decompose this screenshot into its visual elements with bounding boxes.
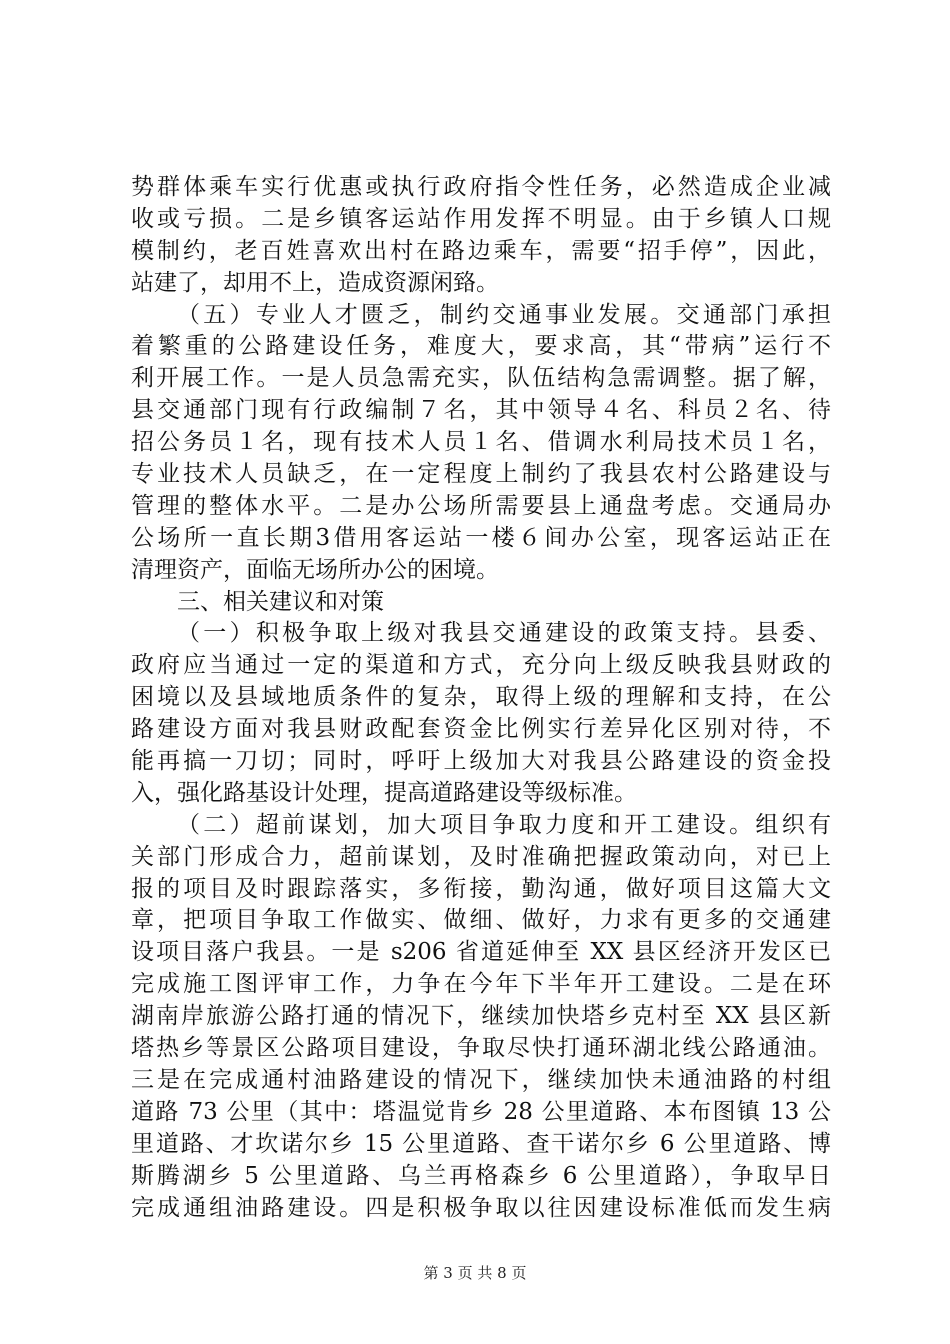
text-line: 清理资产，面临无场所办公的困境。 (131, 556, 499, 583)
text-line: 塔热乡等景区公路项目建设，争取尽快打通环湖北线公路通油。 (131, 1035, 831, 1062)
text-line: 路建设方面对我县财政配套资金比例实行差异化区别对待，不 (131, 716, 831, 743)
text-line: 管理的整体水平。二是办公场所需要县上通盘考虑。交通局办 (131, 492, 831, 519)
text-line: 入，强化路基设计处理，提高道路建设等级标准。 (131, 779, 637, 806)
text-line: 能再搞一刀切；同时，呼吁上级加大对我县公路建设的资金投 (131, 748, 831, 775)
text-line: 完成施工图评审工作，力争在今年下半年开工建设。二是在环 (131, 971, 831, 998)
text-line: 章，把项目争取工作做实、做细、做好，力求有更多的交通建 (131, 907, 831, 934)
text-line: 三、相关建议和对策 (177, 588, 384, 615)
text-line: （五）专业人才匮乏，制约交通事业发展。交通部门承担 (177, 301, 831, 328)
text-line: 斯腾湖乡 5 公里道路、乌兰再格森乡 6 公里道路），争取早日 (131, 1162, 831, 1189)
text-line: （二）超前谋划，加大项目争取力度和开工建设。组织有 (177, 811, 831, 838)
text-line: 县交通部门现有行政编制７名，其中领导４名、科员２名、待 (131, 397, 831, 424)
text-line: 设项目落户我县。一是 s206 省道延伸至 XX 县区经济开发区已 (131, 939, 831, 966)
text-line: 着繁重的公路建设任务，难度大，要求高，其“带病”运行不 (131, 333, 831, 360)
text-line: （一）积极争取上级对我县交通建设的政策支持。县委、 (177, 620, 831, 647)
text-line: 招公务员１名，现有技术人员１名、借调水利局技术员１名， (131, 429, 831, 456)
text-line: 报的项目及时跟踪落实，多衔接，勤沟通，做好项目这篇大文 (131, 875, 831, 902)
page-footer: 第 3 页 共 8 页 (423, 1264, 527, 1282)
text-line: 道路 73 公里（其中：塔温觉肯乡 28 公里道路、本布图镇 13 公 (131, 1098, 831, 1125)
text-line: 公场所一直长期3借用客运站一楼６间办公室，现客运站正在 (131, 524, 831, 551)
text-line: 政府应当通过一定的渠道和方式，充分向上级反映我县财政的 (131, 652, 831, 679)
document-body (131, 172, 831, 1224)
text-line: 三是在完成通村油路建设的情况下，继续加快未通油路的村组 (131, 1066, 831, 1093)
text-line: 站建了，却用不上，造成资源闲臵。 (131, 269, 499, 296)
text-line: 模制约，老百姓喜欢出村在路边乘车，需要“招手停”，因此， (131, 237, 831, 264)
text-line: 完成通组油路建设。四是积极争取以往因建设标准低而发生病 (131, 1194, 831, 1221)
text-line: 关部门形成合力，超前谋划，及时准确把握政策动向，对已上 (131, 843, 831, 870)
text-line: 专业技术人员缺乏，在一定程度上制约了我县农村公路建设与 (131, 461, 831, 488)
text-line: 收或亏损。二是乡镇客运站作用发挥不明显。由于乡镇人口规 (131, 205, 831, 232)
text-line: 利开展工作。一是人员急需充实，队伍结构急需调整。据了解， (131, 365, 831, 392)
text-line: 里道路、才坎诺尔乡 15 公里道路、查干诺尔乡 6 公里道路、博 (131, 1130, 831, 1157)
text-line: 困境以及县域地质条件的复杂，取得上级的理解和支持，在公 (131, 684, 831, 711)
text-line: 势群体乘车实行优惠或执行政府指令性任务，必然造成企业减 (131, 174, 831, 200)
text-line: 湖南岸旅游公路打通的情况下，继续加快塔乡克村至 XX 县区新 (131, 1003, 831, 1030)
